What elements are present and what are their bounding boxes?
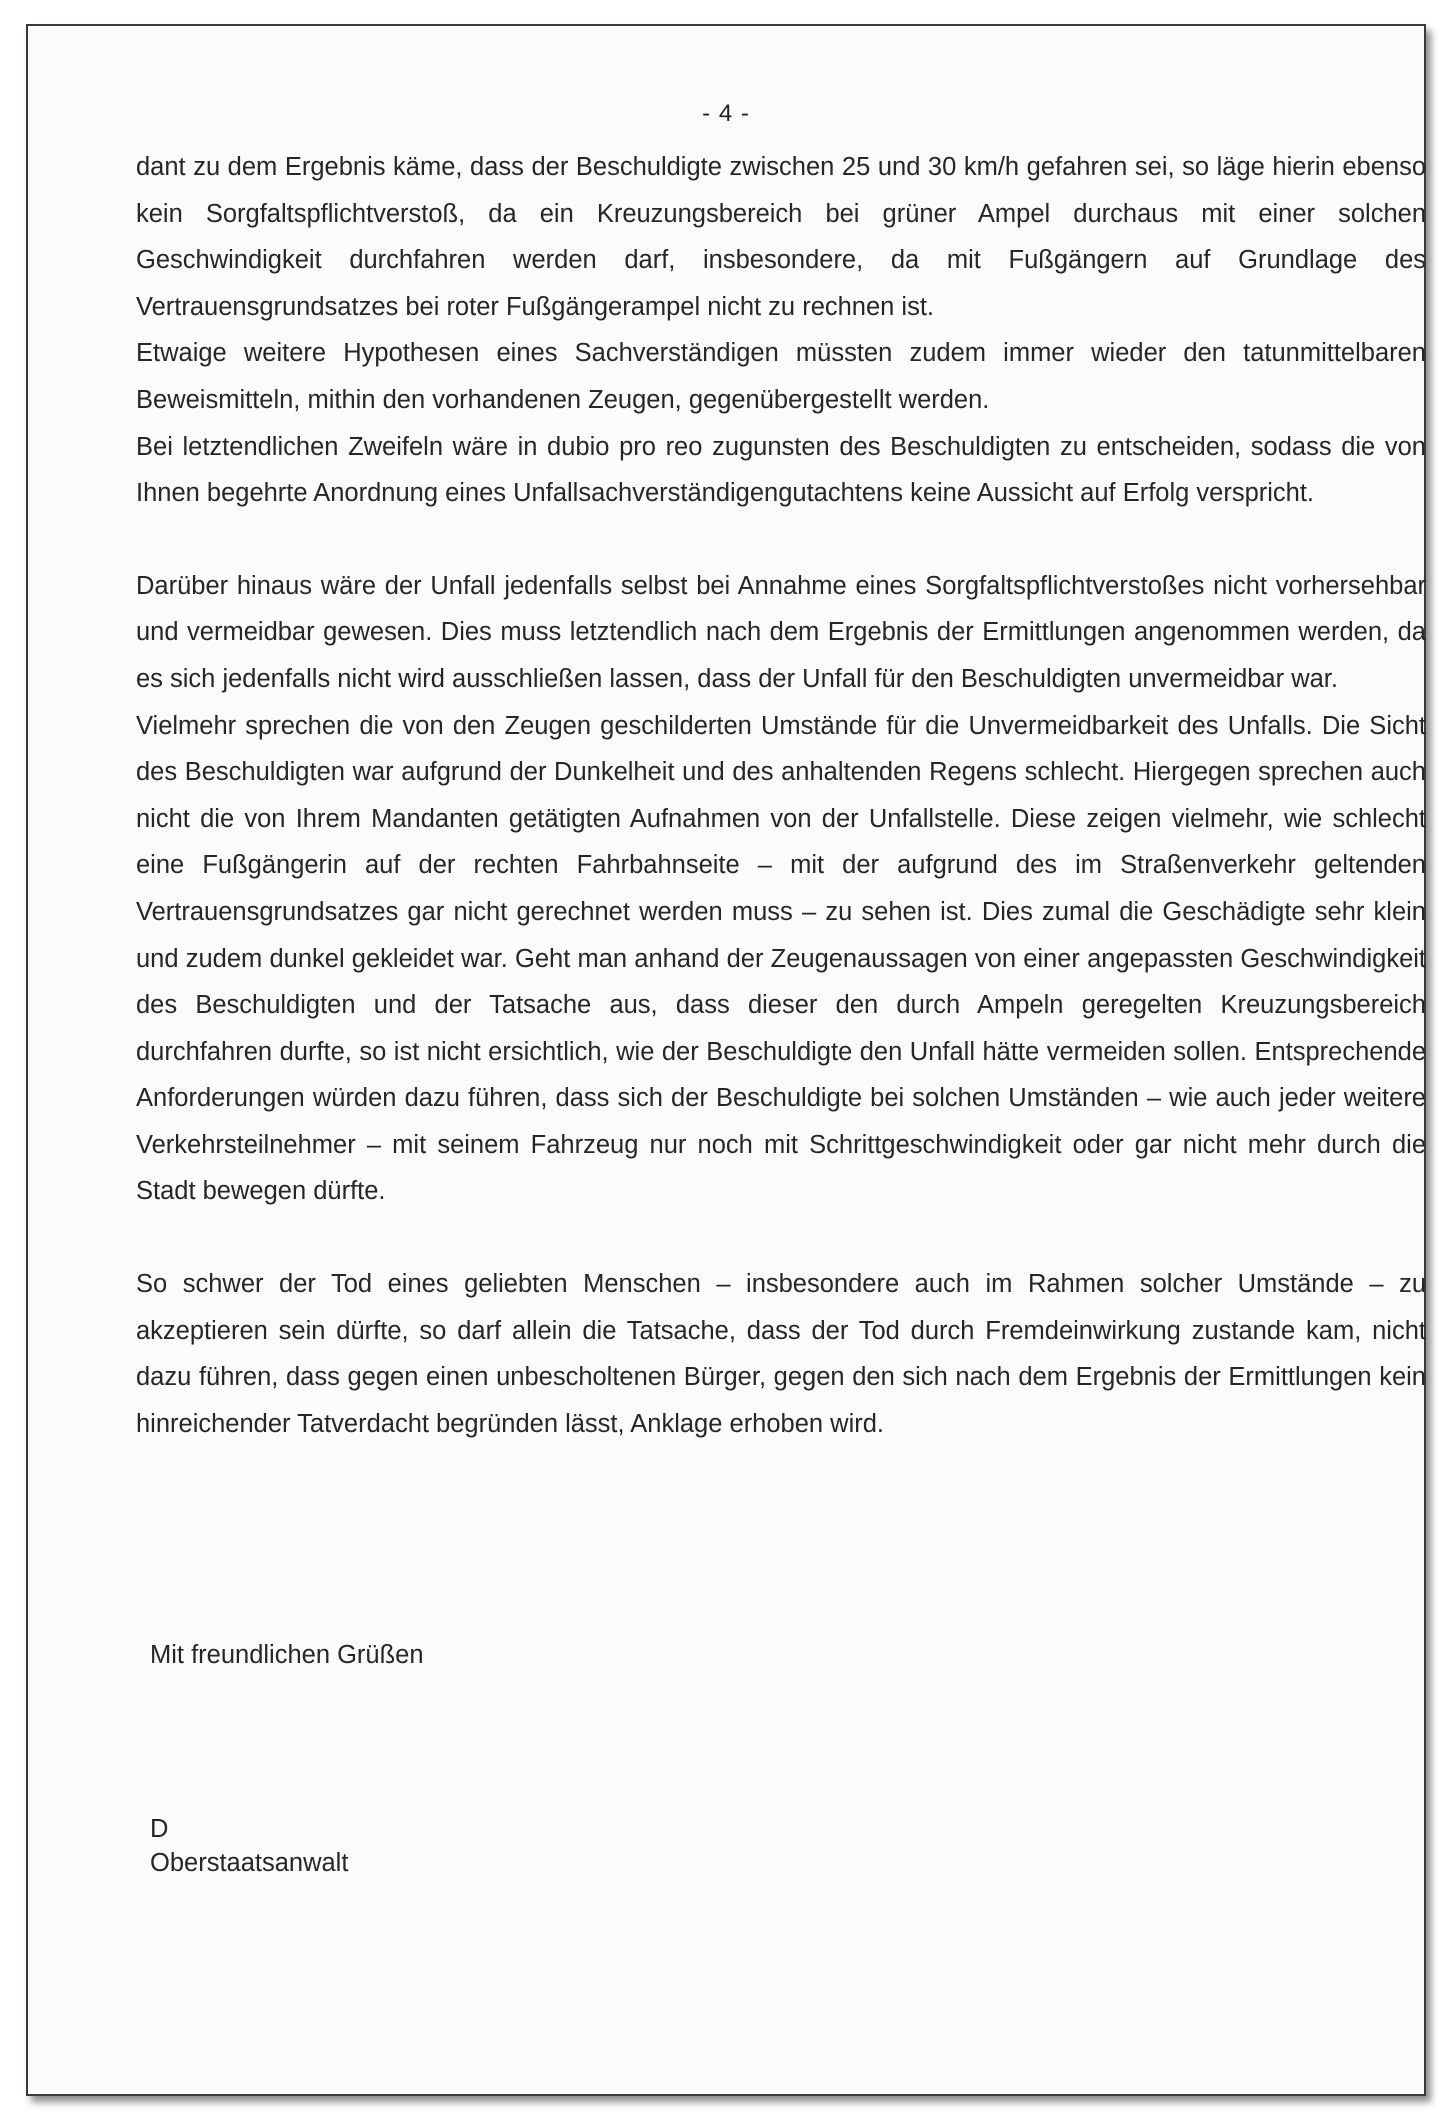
signature-initial: D	[150, 1815, 169, 1843]
paragraph-speed-assessment: dant zu dem Ergebnis käme, dass der Beschuldigte zwischen 25 und 30 km/h gefahren sei, so läge hierin ebenso kein Sorgfaltspflichtverstoß, da ein Kreuzungsbereich bei grüner Ampel durchaus mit einer solchen Geschwindigkeit durchfahren werden darf, insbesondere, da mit Fußgängern auf Grundlage des Vertrauensgrundsatzes bei roter Fußgängerampel nicht zu rechnen ist.	[136, 153, 1426, 321]
paragraph-expert-hypotheses: Etwaige weitere Hypothesen eines Sachverständigen müssten zudem immer wieder den tatunmittelbaren Beweismitteln, mithin den vorhandenen Zeugen, gegenübergestellt werden.	[136, 339, 1426, 414]
paragraph-spacer	[136, 1215, 1426, 1261]
document-page	[26, 24, 1426, 2096]
paragraph-spacer	[136, 517, 1426, 563]
paragraph-unavoidability: Darüber hinaus wäre der Unfall jedenfalls selbst bei Annahme eines Sorgfaltspflichtverstoßes nicht vorhersehbar und vermeidbar gewesen. Dies muss letztendlich nach dem Ergebnis der Ermittlungen angenommen werden, da es sich jedenfalls nicht wird ausschließen lassen, dass der Unfall für den Beschuldigten unvermeidbar war.	[136, 571, 1426, 693]
paragraph-conclusion: So schwer der Tod eines geliebten Menschen – insbesondere auch im Rahmen solcher Umstände – zu akzeptieren sein dürfte, so darf allein die Tatsache, dass der Tod durch Fremdeinwirkung zustande kam, nicht dazu führen, dass gegen einen unbescholtenen Bürger, gegen den sich nach dem Ergebnis der Ermittlungen kein hinreichender Tatverdacht begründen lässt, Anklage erhoben wird.	[136, 1270, 1426, 1438]
letter-body	[136, 144, 1426, 1447]
signature-title: Oberstaatsanwalt	[150, 1849, 349, 1877]
closing-greeting: Mit freundlichen Grüßen	[150, 1641, 424, 1669]
paragraph-in-dubio-pro-reo: Bei letztendlichen Zweifeln wäre in dubio pro reo zugunsten des Beschuldigten zu entscheiden, sodass die von Ihnen begehrte Anordnung eines Unfallsachverständigengutachtens keine Aussicht auf Erfolg verspricht.	[136, 432, 1426, 508]
paragraph-witness-circumstances: Vielmehr sprechen die von den Zeugen geschilderten Umstände für die Unvermeidbarkeit des Unfalls. Die Sicht des Beschuldigten war aufgrund der Dunkelheit und des anhaltenden Regens schlecht. Hiergegen sprechen auch nicht die von Ihrem Mandanten getätigten Aufnahmen von der Unfallstelle. Diese zeigen vielmehr, wie schlecht eine Fußgängerin auf der rechten Fahrbahnseite – mit der aufgrund des im Straßenverkehr geltenden Vertrauensgrundsatzes gar nicht gerechnet werden muss – zu sehen ist. Dies zumal die Geschädigte sehr klein und zudem dunkel gekleidet war. Geht man anhand der Zeugenaussagen von einer angepassten Geschwindigkeit des Beschuldigten und der Tatsache aus, dass dieser den durch Ampeln geregelten Kreuzungsbereich durchfahren durfte, so ist nicht ersichtlich, wie der Beschuldigte den Unfall hätte vermeiden sollen. Entsprechende Anforderungen würden dazu führen, dass sich der Beschuldigte bei solchen Umständen – wie auch jeder weitere Verkehrsteilnehmer – mit seinem Fahrzeug nur noch mit Schrittgeschwindigkeit oder gar nicht mehr durch die Stadt bewegen dürfte.	[136, 711, 1426, 1206]
page-number: - 4 -	[702, 100, 750, 127]
